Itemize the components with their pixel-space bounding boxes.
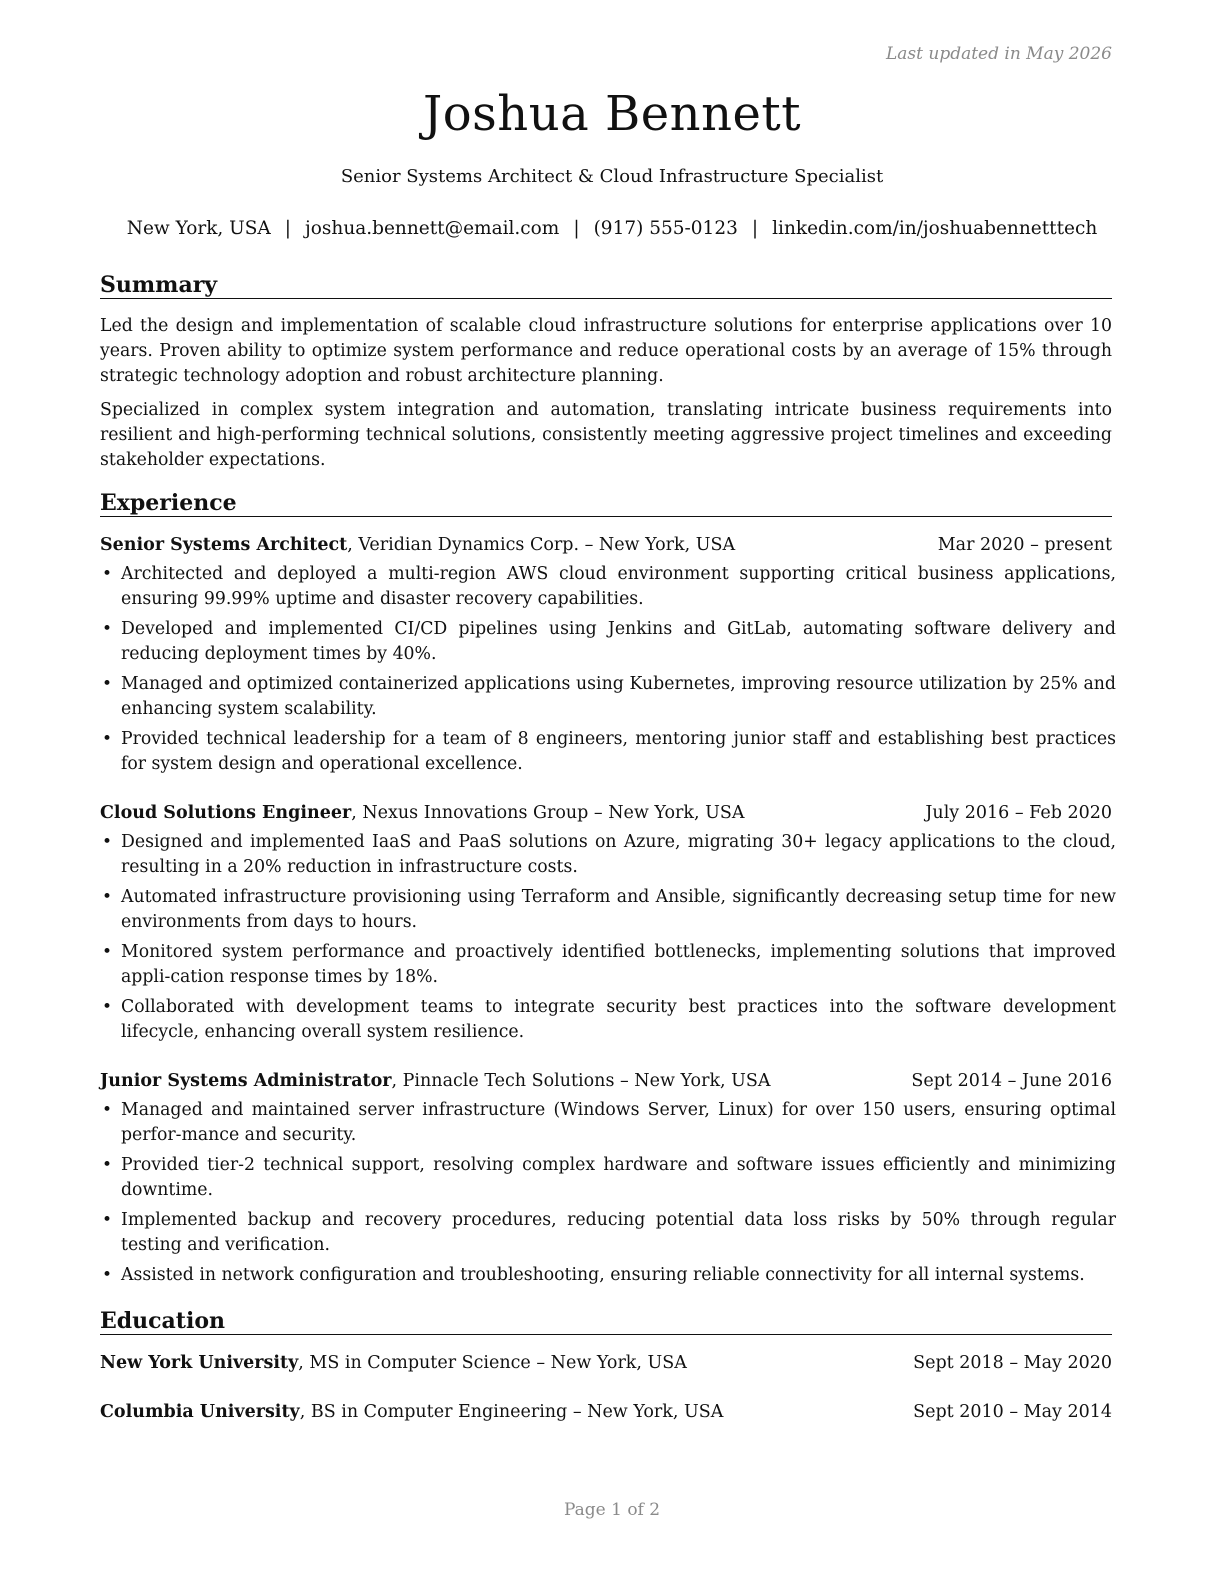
contact-linkedin-link[interactable]: linkedin.com/in/joshuabennetttech (772, 218, 1098, 239)
headline: Senior Systems Architect & Cloud Infrastructure Specialist (340, 166, 884, 187)
list-item: • Architected and deployed a multi-region AWS cloud environment supporting critical business applications, ensuring 99.99% uptime and disaster recovery capabilities. (100, 562, 1116, 612)
job-role: Senior Systems Architect (100, 535, 348, 555)
job-dates: Mar 2020 – present (937, 535, 1112, 555)
job-org: , Veridian Dynamics Corp. – New York, USA (347, 535, 736, 555)
job-org: , Nexus Innovations Group – New York, USA (351, 803, 745, 823)
summary-paragraph-1: Led the design and implementation of scalable cloud infrastructure solutions for enterprise applications over 10 years. Proven ability to optimize system performance and reduce operational costs by an average of 15% through strategic technology adoption and robust architecture planning. (100, 316, 1112, 386)
job-org: , Pinnacle Tech Solutions – New York, USA (391, 1071, 771, 1091)
contact-separator: | (284, 218, 292, 239)
job-header (100, 533, 1112, 557)
job-bullets (100, 1098, 1116, 1293)
last-updated: Last updated in May 2026 (885, 44, 1112, 64)
contact-phone: (917) 555-0123 (593, 218, 738, 239)
job-role: Junior Systems Administrator (100, 1071, 392, 1091)
job-header (100, 1069, 1112, 1093)
education-dates: Sept 2010 – May 2014 (913, 1402, 1112, 1422)
contact-separator: | (751, 218, 759, 239)
contact-line (0, 218, 1224, 239)
list-item: • Provided tier-2 technical support, resolving complex hardware and software issues efficiently and minimizing downtime. (100, 1153, 1116, 1203)
person-name: Joshua Bennett (423, 86, 801, 142)
contact-separator: | (573, 218, 580, 239)
list-item: • Assisted in network configuration and troubleshooting, ensuring reliable connectivity for all internal systems. (100, 1263, 1116, 1288)
summary-paragraph-2: Specialized in complex system integration and automation, translating intricate business requirements into resilient and high-performing technical solutions, consistently meeting aggressive project timelines and exceeding stakeholder expectations. (100, 400, 1112, 470)
contact-location: New York, USA (126, 218, 271, 239)
list-item: • Automated infrastructure provisioning using Terraform and Ansible, significantly decreasing setup time for new environments from days to hours. (100, 885, 1116, 935)
list-item: • Designed and implemented IaaS and PaaS solutions on Azure, migrating 30+ legacy applications to the cloud, resulting in a 20% reduction in infrastructure costs. (100, 830, 1116, 880)
degree: , BS in Computer Engineering – New York, USA (299, 1402, 724, 1422)
job-header (100, 801, 1112, 825)
list-item: • Collaborated with development teams to integrate security best practices into the software development lifecycle, enhancing overall system resilience. (100, 995, 1116, 1045)
job-bullets (100, 562, 1116, 782)
list-item: • Monitored system performance and proactively identified bottlenecks, implementing solutions that improved appli-cation response times by 18%. (100, 940, 1116, 990)
job-role: Cloud Solutions Engineer (100, 803, 352, 823)
job-dates: July 2016 – Feb 2020 (925, 803, 1112, 823)
degree: , MS in Computer Science – New York, USA (298, 1353, 687, 1373)
experience-heading: Experience (100, 490, 1112, 517)
school-name: New York University (100, 1353, 299, 1373)
education-item (100, 1400, 1112, 1424)
list-item: • Implemented backup and recovery procedures, reducing potential data loss risks by 50% through regular testing and verification. (100, 1208, 1116, 1258)
education-item (100, 1351, 1112, 1375)
contact-email-link[interactable]: joshua.bennett@email.com (305, 218, 560, 239)
list-item: • Provided technical leadership for a team of 8 engineers, mentoring junior staff and establishing best practices for system design and operational excellence. (100, 727, 1116, 777)
page-number: Page 1 of 2 (563, 1500, 661, 1520)
summary-heading: Summary (100, 272, 1112, 299)
job-dates: Sept 2014 – June 2016 (911, 1071, 1112, 1091)
job-bullets (100, 830, 1116, 1050)
education-heading: Education (100, 1308, 1112, 1335)
list-item: • Managed and maintained server infrastructure (Windows Server, Linux) for over 150 users, ensuring optimal perfor-mance and security. (100, 1098, 1116, 1148)
school-name: Columbia University (100, 1402, 300, 1422)
list-item: • Managed and optimized containerized applications using Kubernetes, improving resource utilization by 25% and enhancing system scalability. (100, 672, 1116, 722)
list-item: • Developed and implemented CI/CD pipelines using Jenkins and GitLab, automating software delivery and reducing deployment times by 40%. (100, 617, 1116, 667)
education-dates: Sept 2018 – May 2020 (913, 1353, 1112, 1373)
